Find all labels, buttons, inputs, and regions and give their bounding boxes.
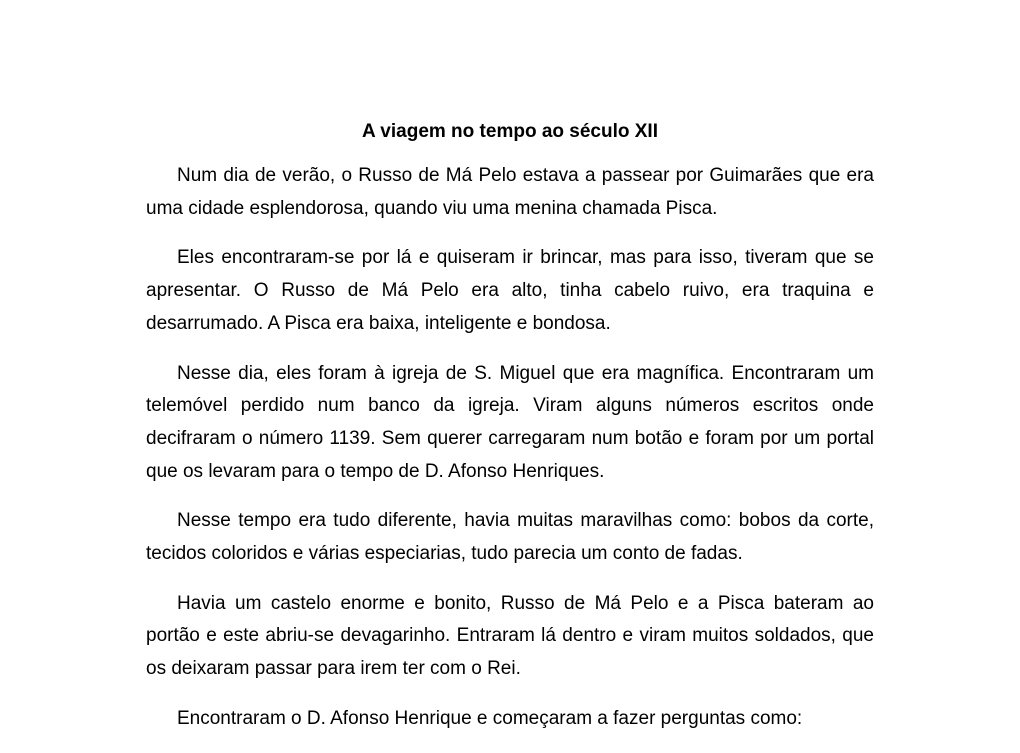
document-title: A viagem no tempo ao século XII <box>362 121 658 142</box>
paragraph-4: Nesse tempo era tudo diferente, havia muitas maravilhas como: bobos da corte, tecidos coloridos e várias especiarias, tudo parecia um conto de fadas. <box>146 510 874 565</box>
paragraph-6: Encontraram o D. Afonso Henrique e começaram a fazer perguntas como: <box>177 707 803 729</box>
document-page <box>146 119 874 753</box>
paragraph-3: Nesse dia, eles foram à igreja de S. Miguel que era magnífica. Encontraram um telemóvel perdido num banco da igreja. Viram alguns números escritos onde decifraram o número 1139. Sem querer carregaram num botão e foram por um portal que os levaram para o tempo de D. Afonso Henriques. <box>146 362 874 482</box>
paragraph-2: Eles encontraram-se por lá e quiseram ir brincar, mas para isso, tiveram que se apresentar. O Russo de Má Pelo era alto, tinha cabelo ruivo, era traquina e desarrumado. A Pisca era baixa, inteligente e bondosa. <box>146 247 874 334</box>
paragraph-5: Havia um castelo enorme e bonito, Russo de Má Pelo e a Pisca bateram ao portão e este abriu-se devagarinho. Entraram lá dentro e viram muitos soldados, que os deixaram passar para irem ter com o Rei. <box>146 592 874 680</box>
paragraph-1: Num dia de verão, o Russo de Má Pelo estava a passear por Guimarães que era uma cidade esplendorosa, quando viu uma menina chamada Pisca. <box>146 165 874 219</box>
